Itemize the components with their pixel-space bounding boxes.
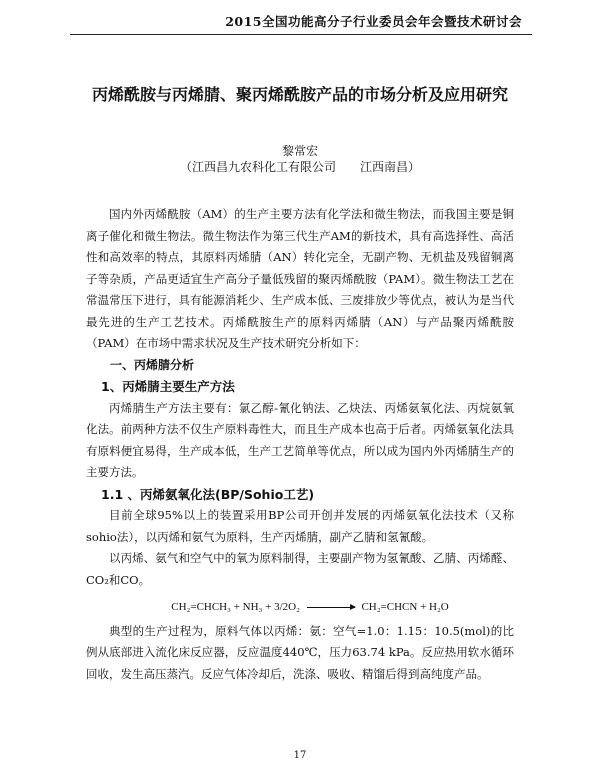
- header-divider: [70, 34, 532, 35]
- equation-reactants: CH₂=CHCH₃ + NH₃ + 3/2O₂: [171, 601, 300, 613]
- author-name: 黎常宏: [281, 144, 318, 158]
- section-heading-acrylonitrile-analysis: 一、丙烯腈分析: [110, 357, 195, 372]
- subsubsection-heading-sohio: 1.1 、丙烯氨氧化法(BP/Sohio工艺): [101, 486, 315, 502]
- author-affiliation: （江西昌九农科化工有限公司 江西南昌）: [179, 160, 420, 174]
- methods-paragraph: 丙烯腈生产方法主要有：氯乙醇-氰化钠法、乙炔法、丙烯氨氧化法、丙烷氨氧化法。前两种方法不仅生产原料毒性大，而且生产成本也高于后者。丙烯氨氧化法具有原料便宜易得，生产成本低，生产工艺简单等优点，所以成为国内外丙烯腈生产的主要方法。: [86, 400, 514, 479]
- equation-products: CH₂=CHCN + H₂O: [361, 601, 449, 613]
- paper-body: [86, 204, 514, 685]
- conference-header: 2015全国功能高分子行业委员会年会暨技术研讨会: [225, 14, 522, 29]
- reaction-equation: [86, 597, 514, 619]
- sohio-paragraph: 目前全球95%以上的装置采用BP公司开创并发展的丙烯氨氧化法技术（又称sohio法），以丙烯和氨气为原料，生产丙烯腈，副产乙腈和氢氰酸。: [86, 508, 514, 544]
- intro-paragraph: 国内外丙烯酰胺（AM）的生产主要方法有化学法和微生物法，而我国主要是铜离子催化和微生物法。微生物法作为第三代生产AM的新技术，具有高选择性、高活性和高效率的特点，其原料丙烯腈（AN）转化完全，无副产物、无机盐及残留铜离子等杂质，产品更适宜生产高分子量低残留的聚丙烯酰胺（PAM）。微生物法工艺在常温常压下进行，具有能源消耗少、生产成本低、三废排放少等优点，被认为是当代最先进的生产工艺技术。丙烯酰胺生产的原料丙烯腈（AN）与产品聚丙烯酰胺（PAM）在市场中需求状况及生产技术研究分析如下：: [86, 207, 514, 350]
- raw-materials-paragraph: 以丙烯、氨气和空气中的氧为原料制得，主要副产物为氢氰酸、乙腈、丙烯醛、CO₂和CO。: [86, 551, 514, 587]
- paper-title: 丙烯酰胺与丙烯腈、聚丙烯酰胺产品的市场分析及应用研究: [91, 85, 508, 104]
- page-number: 17: [293, 750, 307, 761]
- subsection-heading-production-methods: 1、丙烯腈主要生产方法: [101, 379, 235, 394]
- process-paragraph: 典型的生产过程为，原料气体以丙烯：氨：空气=1.0：1.15：10.5(mol)的比例从底部进入流化床反应器，反应温度440℃，压力63.74 kPa。反应热用软水循环回收，发生高压蒸汽。反应气体冷却后，洗涤、吸收、精馏后得到高纯度产品。: [86, 623, 514, 681]
- reaction-arrow-icon: [307, 607, 355, 608]
